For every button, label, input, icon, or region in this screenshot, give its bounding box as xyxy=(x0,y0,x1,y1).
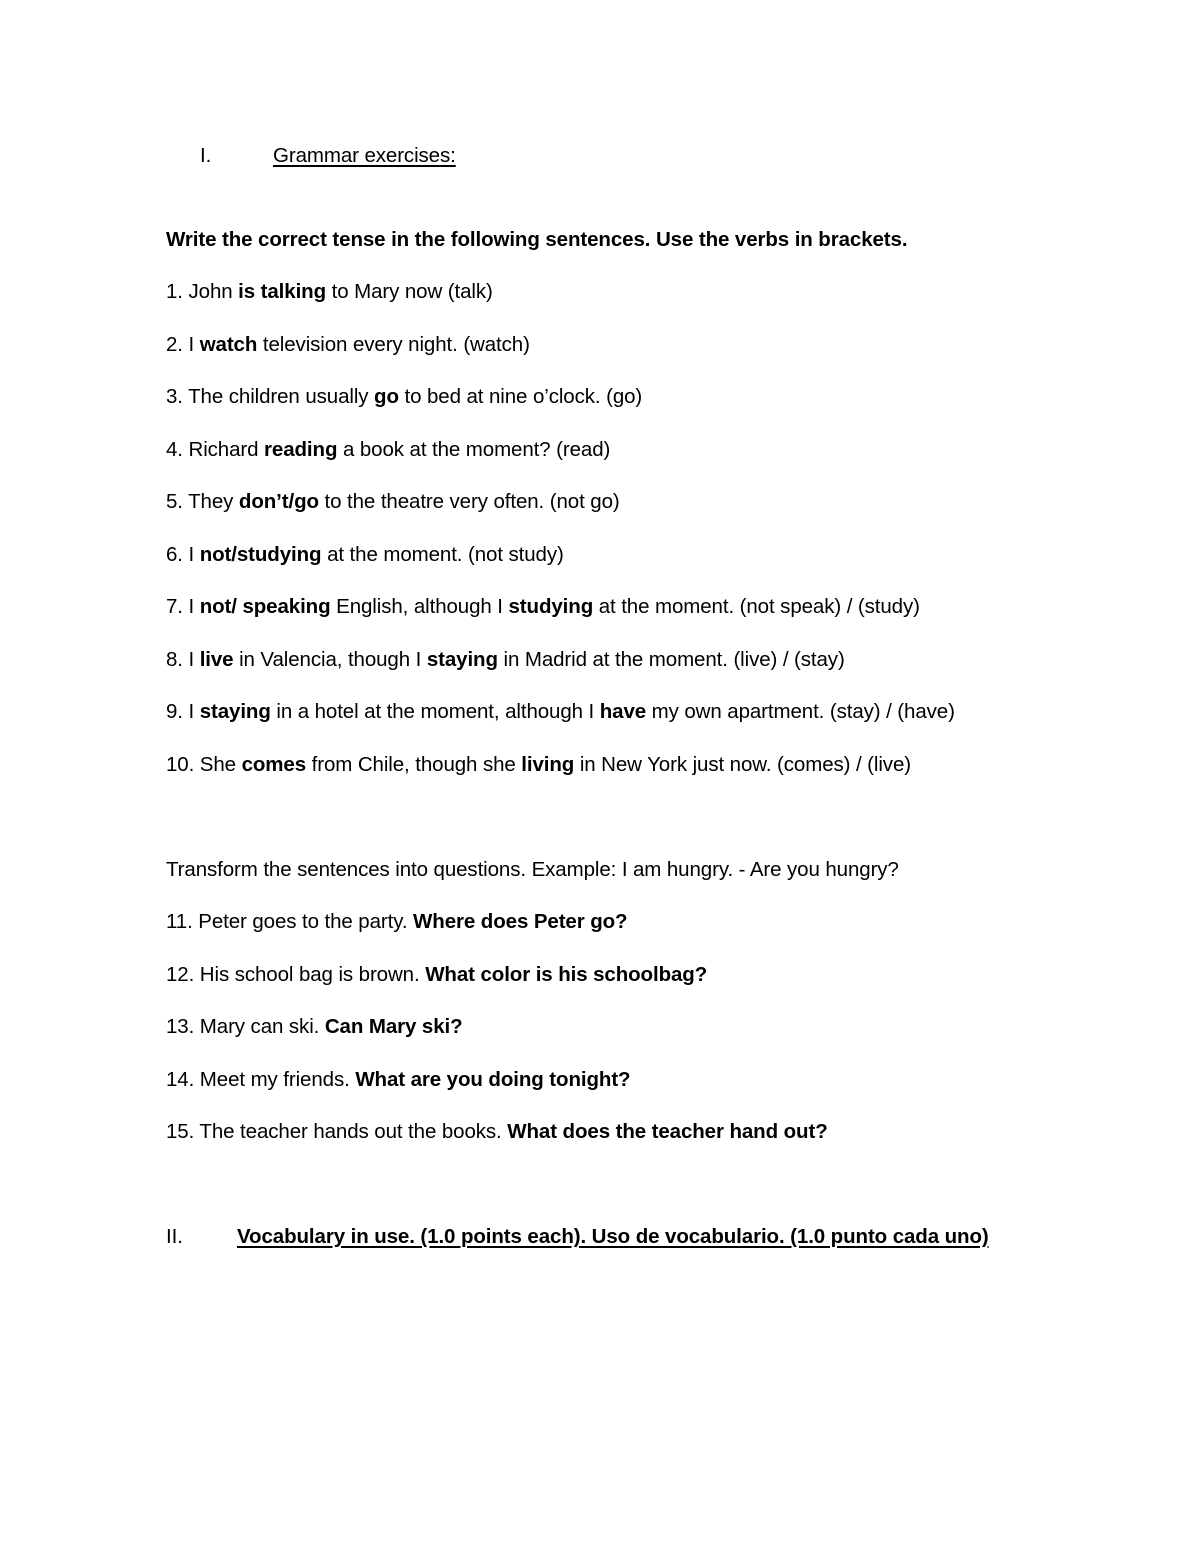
answer-text: comes xyxy=(241,752,307,776)
sentence-text: to Mary now (talk) xyxy=(326,280,493,303)
answer-text: studying xyxy=(508,595,594,618)
exercise-item xyxy=(166,962,707,988)
sentence-text: 2. I xyxy=(166,332,200,356)
exercise-item xyxy=(166,1014,463,1040)
sentence-text: to bed at nine o’clock. (go) xyxy=(398,385,643,408)
answer-text: have xyxy=(599,700,647,723)
sentence-text: in Madrid at the moment. (live) / (stay) xyxy=(497,647,845,671)
sentence-text: 7. I xyxy=(166,595,200,618)
sentence-text: 13. Mary can ski. xyxy=(166,1015,325,1038)
exercise-item xyxy=(166,542,564,568)
exercise-item xyxy=(166,699,955,725)
answer-text: reading xyxy=(264,437,338,461)
exercise-item xyxy=(166,594,920,620)
answer-text: living xyxy=(521,752,575,776)
answer-text: not/studying xyxy=(199,542,322,566)
answer-text: go xyxy=(374,385,399,408)
answer-text: What are you doing tonight? xyxy=(355,1067,631,1091)
sentence-text: English, although I xyxy=(330,595,509,618)
answer-text: Where does Peter go? xyxy=(413,910,628,933)
exercise-item xyxy=(166,489,620,515)
sentence-text: in a hotel at the moment, although I xyxy=(270,700,600,723)
exercise-item xyxy=(166,384,642,410)
answer-text: What does the teacher hand out? xyxy=(507,1120,828,1143)
sentence-text: 14. Meet my friends. xyxy=(166,1067,356,1091)
sentence-text: 10. She xyxy=(166,752,242,776)
instructions-questions xyxy=(166,857,899,883)
section-numeral: II. xyxy=(166,1225,183,1248)
exercise-item xyxy=(166,909,627,935)
instructions-text: Write the correct tense in the following sentences. Use the verbs in brackets. xyxy=(166,228,908,251)
sentence-text: 15. The teacher hands out the books. xyxy=(166,1120,508,1143)
exercise-item xyxy=(166,332,530,358)
answer-text: staying xyxy=(426,647,498,671)
sentence-text: a book at the moment? (read) xyxy=(337,437,611,461)
sentence-text: in Valencia, though I xyxy=(233,647,427,671)
answer-text: Can Mary ski? xyxy=(324,1015,463,1038)
sentence-text: 6. I xyxy=(166,542,200,566)
sentence-text: 5. They xyxy=(166,490,239,513)
sentence-text: from Chile, though she xyxy=(306,752,522,776)
answer-text: not/ speaking xyxy=(199,595,331,618)
answer-text: is talking xyxy=(238,280,327,303)
answer-text: live xyxy=(199,647,234,671)
exercise-item xyxy=(166,437,610,463)
exercise-item xyxy=(166,647,845,673)
sentence-text: 8. I xyxy=(166,647,200,671)
sentence-text: at the moment. (not speak) / (study) xyxy=(593,595,920,618)
sentence-text: 3. The children usually xyxy=(166,385,375,408)
sentence-text: my own apartment. (stay) / (have) xyxy=(646,700,955,723)
section-title: Grammar exercises: xyxy=(273,144,456,167)
sentence-text: 4. Richard xyxy=(166,437,265,461)
sentence-text: 11. Peter goes to the party. xyxy=(166,910,414,933)
exercise-item xyxy=(166,752,911,778)
section-title: Vocabulary in use. (1.0 points each). Uso de vocabulario. (1.0 punto cada uno) xyxy=(237,1225,989,1248)
instructions-text: Transform the sentences into questions. Example: I am hungry. - Are you hungry? xyxy=(166,858,899,881)
answer-text: staying xyxy=(199,700,271,723)
sentence-text: television every night. (watch) xyxy=(257,332,530,356)
sentence-text: at the moment. (not study) xyxy=(321,542,564,566)
exercise-item xyxy=(166,1119,828,1145)
instructions-tense xyxy=(166,227,907,253)
sentence-text: to the theatre very often. (not go) xyxy=(318,490,620,513)
exercise-item xyxy=(166,279,493,305)
answer-text: don’t/go xyxy=(238,490,319,513)
answer-text: watch xyxy=(199,332,258,356)
exercise-item xyxy=(166,1067,630,1093)
sentence-text: in New York just now. (comes) / (live) xyxy=(574,752,911,776)
answer-text: What color is his schoolbag? xyxy=(425,962,708,986)
sentence-text: 9. I xyxy=(166,700,200,723)
sentence-text: 12. His school bag is brown. xyxy=(166,962,426,986)
section-numeral: I. xyxy=(200,144,212,167)
sentence-text: 1. John xyxy=(166,280,239,303)
